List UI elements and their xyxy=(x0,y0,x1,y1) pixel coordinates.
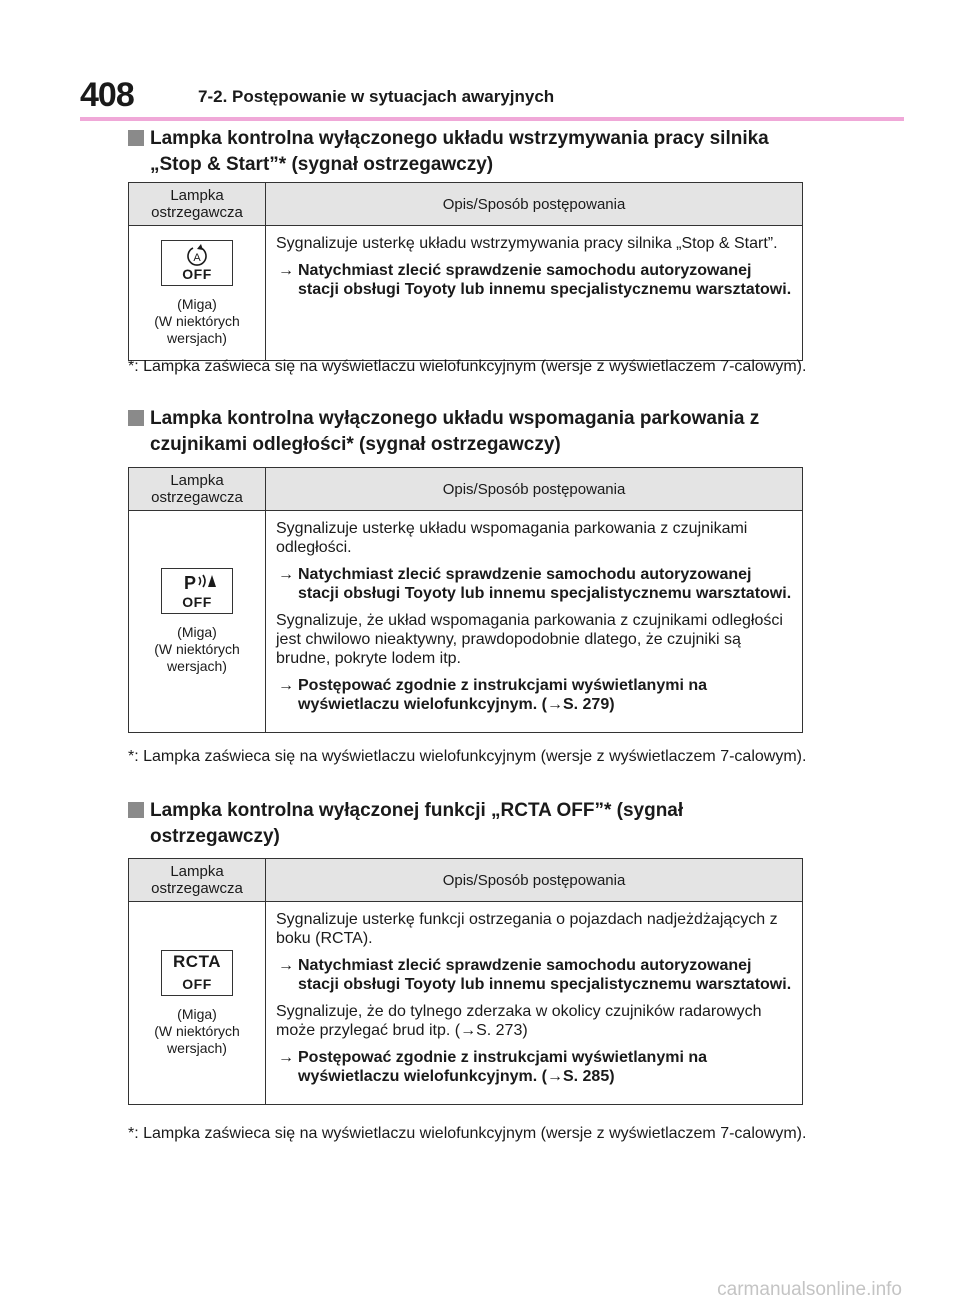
action-step: → Postępować zgodnie z instrukcjami wyświetlanymi na wyświetlaczu wielofunkcyjnym. (→S. 279) xyxy=(278,677,707,713)
stop-start-off-icon xyxy=(161,240,233,286)
lamp-caption: (Miga) (W niektórych wersjach) xyxy=(154,624,240,674)
description-text: Sygnalizuje usterkę układu wstrzymywania pracy silnika „Stop & Start”. xyxy=(276,235,778,252)
lamp-caption: (Miga) (W niektórych wersjach) xyxy=(154,1005,240,1056)
header-rule xyxy=(80,117,904,121)
warning-table-parking-sensor xyxy=(128,467,803,733)
arrow-icon: → xyxy=(278,262,294,279)
col-header-lamp: Lampka ostrzegawcza xyxy=(129,468,266,511)
parking-sensor-off-icon xyxy=(161,568,233,614)
section-bullet-icon xyxy=(128,130,144,146)
action-step: → Natychmiast zlecić sprawdzenie samochodu autoryzowanej stacji obsługi Toyoty lub innemu specjalistycznemu warsztatowi. xyxy=(278,566,792,602)
description-text: Sygnalizuje, że układ wspomagania parkowania z czujnikami odległości jest chwilowo nieaktywny, prawdopodobnie dlatego, że czujniki są brudne, pokryte lodem itp. xyxy=(276,612,783,667)
footnote: *: Lampka zaświeca się na wyświetlaczu wielofunkcyjnym (wersje z wyświetlaczem 7-calowym). xyxy=(128,748,807,765)
icon-off-label: OFF xyxy=(182,594,212,610)
arrow-icon: → xyxy=(278,957,294,974)
rcta-off-icon xyxy=(161,950,233,996)
page-header xyxy=(80,76,904,116)
lamp-caption: (Miga) (W niektórych wersjach) xyxy=(154,295,240,346)
section-title-rcta: Lampka kontrolna wyłączonej funkcji „RCTA OFF”* (sygnał ostrzegawczy) xyxy=(128,798,818,850)
col-header-desc: Opis/Sposób postępowania xyxy=(266,183,803,226)
description-cell xyxy=(266,902,803,1105)
page-number: 408 xyxy=(80,76,134,114)
icon-symbol: RCTA xyxy=(173,951,221,971)
col-header-desc: Opis/Sposób postępowania xyxy=(266,859,803,902)
col-header-desc: Opis/Sposób postępowania xyxy=(266,468,803,511)
icon-symbol: P xyxy=(184,573,197,593)
description-text: Sygnalizuje usterkę układu wspomagania parkowania z czujnikami odległości. xyxy=(276,520,748,556)
section-title-stop-start: Lampka kontrolna wyłączonego układu wstrzymywania pracy silnika „Stop & Start”* (sygnał ostrzegawczy) xyxy=(128,126,818,178)
footnote: *: Lampka zaświeca się na wyświetlaczu wielofunkcyjnym (wersje z wyświetlaczem 7-calowym). xyxy=(128,1125,807,1142)
lamp-cell xyxy=(129,511,266,733)
action-step: → Postępować zgodnie z instrukcjami wyświetlanymi na wyświetlaczu wielofunkcyjnym. (→S. 285) xyxy=(278,1049,707,1085)
chapter-title: 7-2. Postępowanie w sytuacjach awaryjnych xyxy=(198,87,555,106)
col-header-lamp: Lampka ostrzegawcza xyxy=(129,183,266,226)
action-step: → Natychmiast zlecić sprawdzenie samochodu autoryzowanej stacji obsługi Toyoty lub innemu specjalistycznemu warsztatowi. xyxy=(278,957,792,993)
icon-off-label: OFF xyxy=(182,975,212,992)
description-cell xyxy=(266,226,803,361)
section-title-parking-sensor: Lampka kontrolna wyłączonego układu wspomagania parkowania z czujnikami odległości* (sygnał ostrzegawczy) xyxy=(128,406,818,458)
lamp-cell xyxy=(129,226,266,361)
icon-off-label: OFF xyxy=(182,265,212,282)
description-text: Sygnalizuje usterkę funkcji ostrzegania o pojazdach nadjeżdżających z boku (RCTA). xyxy=(276,911,778,947)
arrow-icon: → xyxy=(278,677,294,694)
icon-symbol: A xyxy=(193,251,201,264)
footnote: *: Lampka zaświeca się na wyświetlaczu wielofunkcyjnym (wersje z wyświetlaczem 7-calowym). xyxy=(128,358,807,375)
lamp-cell xyxy=(129,902,266,1105)
description-cell xyxy=(266,511,803,733)
section-bullet-icon xyxy=(128,410,144,426)
warning-table-rcta xyxy=(128,858,803,1105)
action-step: → Natychmiast zlecić sprawdzenie samochodu autoryzowanej stacji obsługi Toyoty lub innemu specjalistycznemu warsztatowi. xyxy=(278,262,792,298)
section-bullet-icon xyxy=(128,802,144,818)
arrow-icon: → xyxy=(278,566,294,583)
description-text: Sygnalizuje, że do tylnego zderzaka w okolicy czujników radarowych może przylegać brud itp. (→S. 273) xyxy=(276,1003,762,1039)
watermark: carmanualsonline.info xyxy=(717,1279,902,1300)
warning-table-stop-start xyxy=(128,182,803,361)
arrow-icon: → xyxy=(278,1049,294,1066)
col-header-lamp: Lampka ostrzegawcza xyxy=(129,859,266,902)
